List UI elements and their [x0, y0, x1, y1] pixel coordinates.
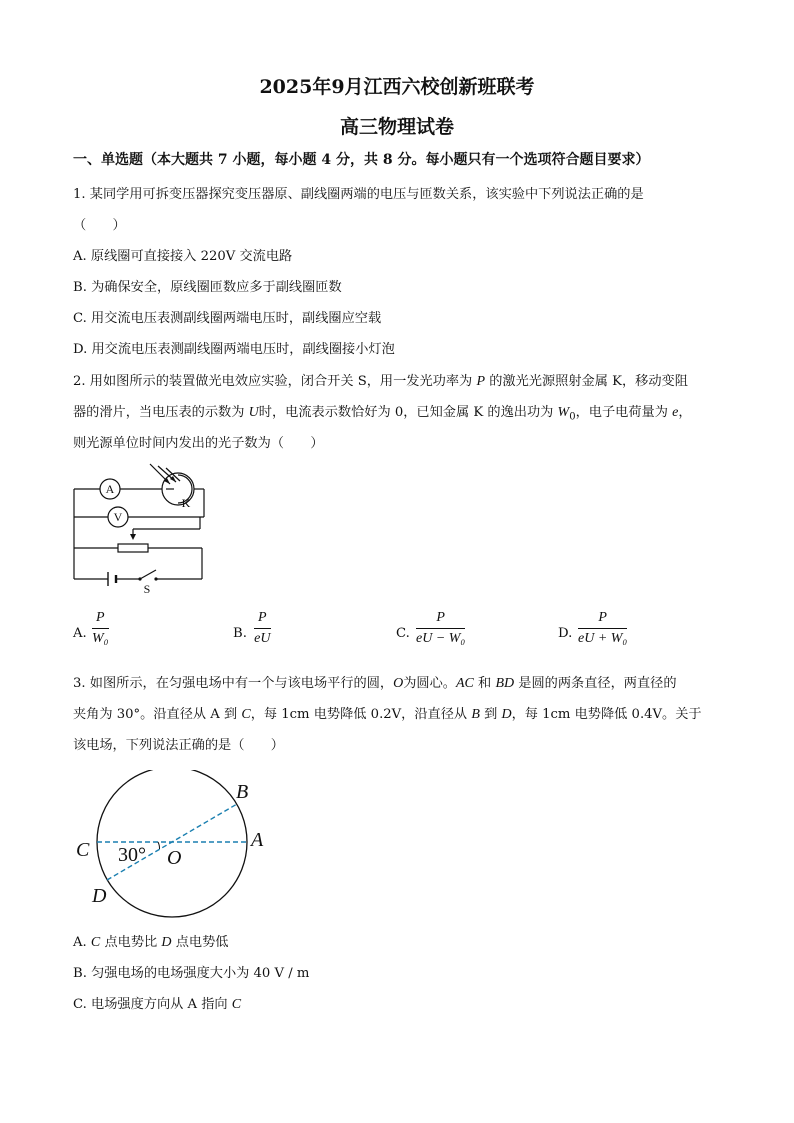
q3-text: ，每 1cm 电势降低 0.4V。关于 — [511, 707, 702, 722]
electric-field-circle-diagram — [70, 770, 280, 920]
option-label: B. — [233, 626, 247, 641]
option-label: A. — [73, 626, 87, 641]
q3-text: 为圆心。 — [403, 676, 456, 691]
q3-line2 — [73, 703, 702, 723]
point-c-label: C — [76, 839, 90, 861]
option-text: A. — [73, 935, 91, 950]
q2-text: 器的滑片，当电压表的示数为 — [73, 405, 249, 420]
q3-text: 和 — [473, 676, 496, 691]
q2-line3: 则光源单位时间内发出的光子数为（ ） — [73, 436, 324, 451]
q1-option-a[interactable]: A. 原线圈可直接接入 220V 交流电路 — [73, 249, 293, 264]
q2-text: 的激光光源照射金属 K，移动变阻 — [485, 374, 688, 389]
q3-text: 是圆的两条直径，两直径的 — [514, 676, 677, 691]
var-c: C — [90, 935, 101, 950]
denominator: eU − W₀ — [416, 631, 466, 646]
denominator: eU + W₀ — [578, 631, 628, 646]
q3-text: ，每 1cm 电势降低 0.2V，沿直径从 — [250, 707, 472, 722]
angle-arc — [158, 842, 160, 849]
point-b-label: B — [236, 781, 249, 803]
section-heading: 一、单选题（本大题共 7 小题，每小题 4 分，共 8 分。每小题只有一个选项符合题目要求） — [73, 152, 650, 168]
q3-option-a[interactable] — [73, 931, 228, 951]
exam-title: 2025年9月江西六校创新班联考 — [259, 76, 535, 98]
fraction — [578, 610, 627, 647]
q3-text: 到 — [479, 707, 502, 722]
q2-line1 — [73, 370, 688, 390]
q3-text: 3. 如图所示，在匀强电场中有一个与该电场平行的圆， — [73, 676, 394, 691]
numerator: P — [258, 610, 267, 625]
q3-line3: 该电场，下列说法正确的是（ ） — [73, 738, 284, 753]
q1-stem-line2: （ ） — [73, 218, 126, 233]
var-p: P — [476, 374, 486, 389]
var-bd: BD — [495, 676, 515, 691]
center-o-label: O — [167, 847, 182, 869]
option-text: 点电势低 — [171, 935, 229, 950]
q1-stem-line1: 1. 某同学用可拆变压器探究变压器原、副线圈两端的电压与匝数关系，该实验中下列说法正确的是 — [73, 187, 644, 202]
var-d: D — [161, 935, 172, 950]
q1-option-c[interactable]: C. 用交流电压表测副线圈两端电压时，副线圈应空载 — [73, 311, 382, 326]
var-c: C — [241, 707, 251, 722]
point-a-label: A — [251, 829, 264, 851]
fraction — [254, 610, 271, 647]
subscript-zero: 0 — [569, 411, 576, 423]
q2-text: ， — [678, 405, 692, 420]
q1-option-d[interactable]: D. 用交流电压表测副线圈两端电压时，副线圈接小灯泡 — [73, 342, 395, 357]
ammeter-label: A — [105, 482, 115, 496]
voltmeter-label: V — [113, 510, 123, 524]
cathode-label: K — [181, 496, 191, 510]
q3-option-c[interactable] — [73, 993, 241, 1013]
option-text: 点电势比 — [100, 935, 162, 950]
q2-text: ，电子电荷量为 — [575, 405, 673, 420]
angle-label: 30° — [118, 844, 146, 866]
numerator: P — [96, 610, 105, 625]
q2-line2 — [73, 401, 692, 423]
var-d: D — [501, 707, 512, 722]
var-ac: AC — [455, 676, 474, 691]
q2-text: 时，电流表示数恰好为 0，已知金属 K 的逸出功为 — [258, 405, 558, 420]
point-d-label: D — [92, 885, 107, 907]
q3-text: 夹角为 30°。沿直径从 A 到 — [73, 707, 242, 722]
var-c: C — [231, 997, 242, 1012]
denominator: eU — [254, 631, 271, 646]
q3-line1 — [73, 672, 677, 692]
denominator: W₀ — [92, 631, 109, 646]
paper-subtitle: 高三物理试卷 — [339, 116, 454, 138]
photoelectric-circuit-diagram — [70, 462, 210, 597]
switch-label: S — [143, 582, 151, 596]
var-e: e — [672, 405, 679, 420]
numerator: P — [436, 610, 445, 625]
numerator: P — [598, 610, 607, 625]
var-o: O — [393, 676, 404, 691]
option-label: D. — [558, 626, 573, 641]
option-text: C. 电场强度方向从 A 指向 — [73, 997, 232, 1012]
var-w: W — [557, 405, 570, 420]
option-label: C. — [396, 626, 410, 641]
slider-arrow-icon — [130, 534, 136, 540]
fraction — [92, 610, 109, 647]
var-b: B — [471, 707, 480, 722]
q3-option-b[interactable]: B. 匀强电场的电场强度大小为 40 V / m — [73, 966, 310, 981]
var-u: U — [248, 405, 259, 420]
fraction — [416, 610, 465, 647]
q1-option-b[interactable]: B. 为确保安全，原线圈匝数应多于副线圈匝数 — [73, 280, 342, 295]
q2-text: 2. 用如图所示的装置做光电效应实验，闭合开关 S，用一发光功率为 — [73, 374, 477, 389]
